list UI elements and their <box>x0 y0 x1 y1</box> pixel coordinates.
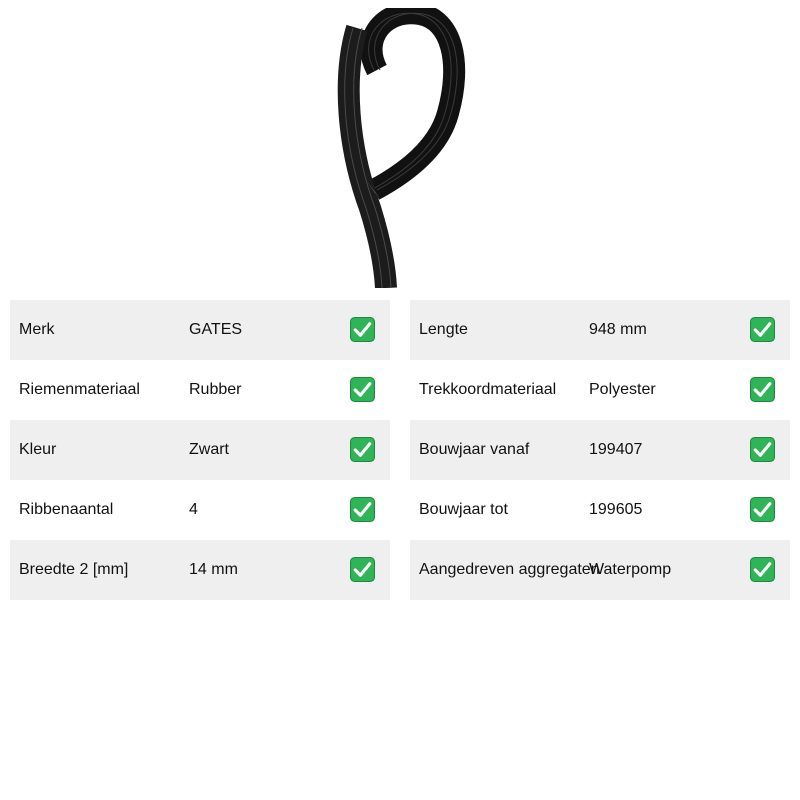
spec-label: Bouwjaar tot <box>419 501 508 518</box>
spec-row <box>410 300 790 360</box>
spec-label: Ribbenaantal <box>19 501 114 518</box>
check-icon <box>350 557 375 582</box>
spec-label: Kleur <box>19 441 57 458</box>
spec-row <box>10 360 390 420</box>
spec-value: 199407 <box>589 441 643 458</box>
spec-value: 948 mm <box>589 321 647 338</box>
spec-row <box>410 540 790 600</box>
spec-table-right <box>410 300 790 600</box>
spec-row <box>410 360 790 420</box>
spec-label: Lengte <box>419 321 468 338</box>
spec-value: Waterpomp <box>589 561 672 578</box>
check-icon <box>750 497 775 522</box>
spec-row <box>410 420 790 480</box>
check-icon <box>350 437 375 462</box>
check-icon <box>350 377 375 402</box>
spec-label: Breedte 2 [mm] <box>19 561 129 578</box>
check-icon <box>350 497 375 522</box>
spec-table-left <box>10 300 390 600</box>
check-icon <box>350 317 375 342</box>
spec-row <box>10 480 390 540</box>
spec-value: 4 <box>189 501 198 518</box>
spec-row <box>10 420 390 480</box>
spec-value: Zwart <box>189 441 229 458</box>
spec-label: Trekkoordmateriaal <box>419 381 557 398</box>
spec-row <box>10 300 390 360</box>
check-icon <box>750 557 775 582</box>
spec-label: Aangedreven aggregaten <box>419 561 600 578</box>
check-icon <box>750 437 775 462</box>
spec-value: GATES <box>189 321 243 338</box>
spec-row <box>10 540 390 600</box>
spec-value: 199605 <box>589 501 643 518</box>
spec-value: Polyester <box>589 381 656 398</box>
spec-label: Riemenmateriaal <box>19 381 140 398</box>
check-icon <box>750 317 775 342</box>
serpentine-belt-image <box>330 8 470 288</box>
spec-value: 14 mm <box>189 561 238 578</box>
spec-row <box>410 480 790 540</box>
spec-value: Rubber <box>189 381 242 398</box>
check-icon <box>750 377 775 402</box>
spec-label: Bouwjaar vanaf <box>419 441 530 458</box>
spec-label: Merk <box>19 321 55 338</box>
